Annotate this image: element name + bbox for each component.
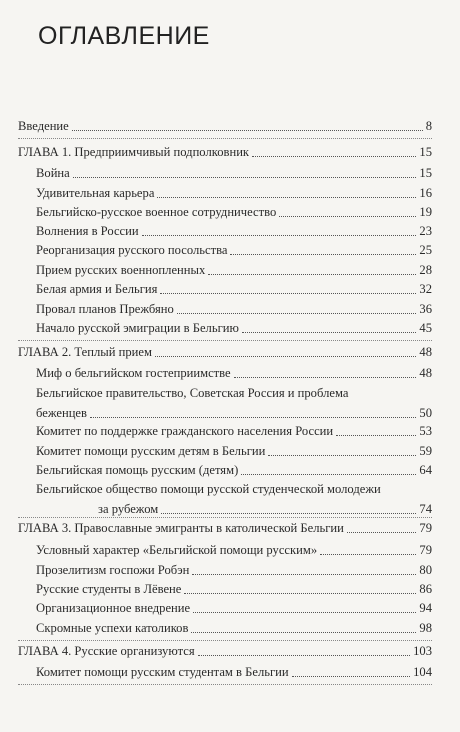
toc-page-number: 8: [425, 119, 432, 133]
divider: [18, 138, 432, 139]
toc-dot-leader: [161, 512, 416, 514]
toc-entry: [36, 543, 432, 558]
toc-entry-title: Миф о бельгийском гостеприимстве: [36, 366, 231, 380]
toc-entry-title: Провал планов Прежбяно: [36, 302, 174, 316]
toc-page-number: 86: [419, 582, 432, 596]
toc-entry-title: Бельгийская помощь русским (детям): [36, 463, 239, 477]
toc-entry-title: Волнения в России: [36, 224, 139, 238]
toc-chapter: [18, 145, 432, 160]
toc-page-number: 25: [419, 243, 432, 257]
toc-entry-title: ГЛАВА 4. Русские организуются: [18, 644, 195, 658]
toc-chapter: [18, 521, 432, 536]
toc-dot-leader: [160, 292, 416, 294]
toc-entry-title-continued: за рубежом: [98, 502, 159, 516]
toc-entry: [36, 424, 432, 439]
toc-page-number: 45: [419, 321, 432, 335]
toc-page-number: 64: [419, 463, 432, 477]
divider: [18, 640, 432, 641]
toc-entry-title: Начало русской эмиграции в Бельгию: [36, 321, 239, 335]
toc-entry: [36, 482, 432, 517]
toc-dot-leader: [234, 376, 417, 378]
toc-entry-title: ГЛАВА 2. Теплый прием: [18, 345, 152, 359]
toc-dot-leader: [155, 355, 416, 357]
toc-entry-title: Удивительная карьера: [36, 186, 155, 200]
toc-page-number: 23: [419, 224, 432, 238]
toc-entry: [36, 243, 432, 258]
toc-dot-leader: [279, 215, 416, 217]
toc-entry: [36, 444, 432, 459]
toc-entry-title: Условный характер «Бельгийской помощи русским»: [36, 543, 318, 557]
toc-page-number: 98: [419, 621, 432, 635]
toc-dot-leader: [241, 473, 416, 475]
toc-entry-title: Бельгийско-русское военное сотрудничество: [36, 205, 277, 219]
toc-entry: [36, 186, 432, 201]
toc-entry: [36, 263, 432, 278]
toc-page-number: 79: [419, 543, 432, 557]
toc-dot-leader: [193, 611, 416, 613]
toc-page-number: 50: [419, 406, 432, 420]
toc-entry-title: Русские студенты в Лёвене: [36, 582, 182, 596]
divider: [18, 684, 432, 685]
toc-entry: [36, 582, 432, 597]
toc-dot-leader: [191, 631, 416, 633]
toc-page-number: 32: [419, 282, 432, 296]
toc-dot-leader: [72, 129, 423, 131]
toc-page-number: 94: [419, 601, 432, 615]
toc-page-number: 104: [413, 665, 432, 679]
page-title: ОГЛАВЛЕНИЕ: [38, 22, 210, 50]
toc-dot-leader: [242, 331, 417, 333]
toc-page-number: 15: [419, 145, 432, 159]
toc-entry-title: Комитет помощи русским детям в Бельгии: [36, 444, 266, 458]
toc-entry-title: Бельгийское правительство, Советская Россия и проблема: [36, 386, 349, 400]
toc-entry-title-continued: беженцев: [36, 406, 87, 420]
toc-chapter: [18, 644, 432, 659]
toc-dot-leader: [347, 531, 417, 533]
toc-entry-title: Белая армия и Бельгия: [36, 282, 158, 296]
toc-entry-title: Комитет помощи русским студентам в Бельгии: [36, 665, 289, 679]
toc-entry-title: Введение: [18, 119, 69, 133]
toc-entry-title: Прозелитизм госпожи Робэн: [36, 563, 190, 577]
toc-page-number: 28: [419, 263, 432, 277]
toc-entry-title: Комитет по поддержке гражданского населения России: [36, 424, 334, 438]
toc-entry: [18, 119, 432, 134]
toc-dot-leader: [252, 155, 416, 157]
toc-page-number: 59: [419, 444, 432, 458]
toc-dot-leader: [184, 592, 416, 594]
toc-page-number: 36: [419, 302, 432, 316]
toc-dot-leader: [268, 454, 416, 456]
toc-dot-leader: [192, 573, 416, 575]
toc-page-number: 103: [413, 644, 432, 658]
toc-entry: [36, 282, 432, 297]
toc-entry-title: Организационное внедрение: [36, 601, 191, 615]
toc-entry-title: Прием русских военнопленных: [36, 263, 206, 277]
toc-entry: [36, 601, 432, 616]
toc-dot-leader: [208, 273, 416, 275]
toc-entry-title: ГЛАВА 1. Предприимчивый подполковник: [18, 145, 250, 159]
toc-entry: [36, 166, 432, 181]
toc-entry: [36, 463, 432, 478]
divider: [18, 517, 432, 518]
toc-page-number: 15: [419, 166, 432, 180]
toc-dot-leader: [177, 312, 417, 314]
toc-entry-title: Война: [36, 166, 70, 180]
toc-dot-leader: [157, 196, 416, 198]
toc-dot-leader: [90, 416, 416, 418]
toc-page-number: 74: [419, 502, 432, 516]
toc-entry: [36, 366, 432, 381]
toc-dot-leader: [320, 553, 416, 555]
toc-page-number: 53: [419, 424, 432, 438]
toc-entry: [36, 302, 432, 317]
toc-entry: [36, 205, 432, 220]
toc-dot-leader: [142, 234, 417, 236]
toc-chapter: [18, 345, 432, 360]
divider: [18, 340, 432, 341]
toc-page-number: 79: [419, 521, 432, 535]
toc-entry: [36, 224, 432, 239]
toc-entry: [36, 563, 432, 578]
toc-page-number: 19: [419, 205, 432, 219]
toc-entry-title: Бельгийское общество помощи русской студенческой молодежи: [36, 482, 381, 496]
toc-page-number: 48: [419, 345, 432, 359]
toc-page-number: 48: [419, 366, 432, 380]
toc-entry-title: Скромные успехи католиков: [36, 621, 189, 635]
toc-dot-leader: [292, 675, 410, 677]
toc-entry: [36, 665, 432, 680]
toc-entry-title: Реорганизация русского посольства: [36, 243, 228, 257]
toc-entry: [36, 386, 432, 421]
toc-entry-title: ГЛАВА 3. Православные эмигранты в католической Бельгии: [18, 521, 344, 535]
toc-dot-leader: [230, 253, 416, 255]
toc-dot-leader: [73, 176, 417, 178]
toc-entry: [36, 321, 432, 336]
toc-page-number: 16: [419, 186, 432, 200]
toc-page-number: 80: [419, 563, 432, 577]
toc-entry: [36, 621, 432, 636]
toc-dot-leader: [198, 654, 411, 656]
toc-dot-leader: [336, 434, 416, 436]
